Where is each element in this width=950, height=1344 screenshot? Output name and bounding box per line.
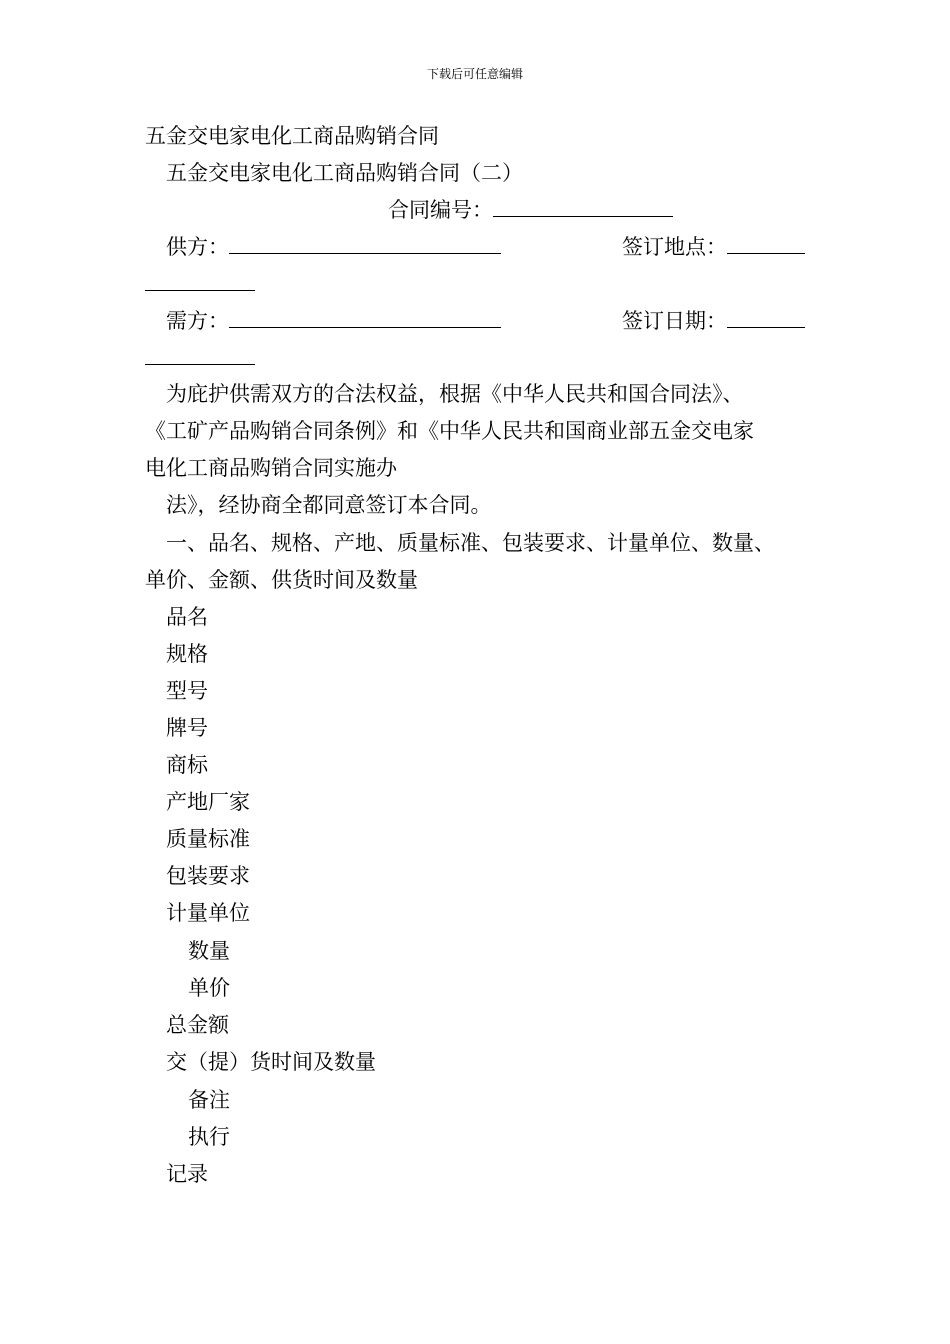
sign-place-blank-2[interactable]	[145, 270, 255, 291]
sign-place-blank-continued	[145, 270, 255, 298]
field-item: 交（提）货时间及数量	[166, 1050, 376, 1074]
field-item: 品名	[166, 605, 208, 629]
contract-number-row	[388, 196, 673, 224]
sign-date-row	[622, 307, 805, 335]
document-title: 五金交电家电化工商品购销合同	[145, 124, 439, 148]
field-item: 总金额	[166, 1013, 229, 1037]
sign-date-blank-continued	[145, 344, 255, 372]
field-item: 包装要求	[166, 864, 250, 888]
field-item: 产地厂家	[166, 790, 250, 814]
section-1-heading-line-2: 单价、金额、供货时间及数量	[145, 568, 418, 592]
field-item: 型号	[166, 679, 208, 703]
field-item: 数量	[188, 939, 230, 963]
contract-number-blank[interactable]	[493, 196, 673, 217]
field-item: 商标	[166, 753, 208, 777]
supplier-label: 供方：	[166, 235, 229, 259]
sign-date-blank-2[interactable]	[145, 344, 255, 365]
intro-line-2: 《工矿产品购销合同条例》和《中华人民共和国商业部五金交电家	[145, 419, 754, 443]
demander-row	[166, 307, 501, 335]
demander-blank[interactable]	[229, 307, 501, 328]
field-item: 计量单位	[166, 901, 250, 925]
sign-date-blank[interactable]	[727, 307, 805, 328]
supplier-row	[166, 233, 501, 261]
field-item: 规格	[166, 642, 208, 666]
field-item: 质量标准	[166, 827, 250, 851]
sign-place-label: 签订地点：	[622, 235, 727, 259]
field-item: 执行	[188, 1125, 230, 1149]
sign-date-label: 签订日期：	[622, 309, 727, 333]
field-item: 记录	[166, 1162, 208, 1186]
intro-line-3: 电化工商品购销合同实施办	[145, 456, 397, 480]
sign-place-row	[622, 233, 805, 261]
field-item: 备注	[188, 1088, 230, 1112]
field-item: 牌号	[166, 716, 208, 740]
supplier-blank[interactable]	[229, 233, 501, 254]
section-1-heading-line-1: 一、品名、规格、产地、质量标准、包装要求、计量单位、数量、	[166, 531, 775, 555]
header-note: 下载后可任意编辑	[426, 67, 523, 81]
intro-line-4: 法》，经协商全都同意签订本合同。	[166, 493, 492, 517]
contract-subtitle: 五金交电家电化工商品购销合同（二）	[166, 161, 523, 185]
contract-number-label: 合同编号：	[388, 198, 493, 222]
demander-label: 需方：	[166, 309, 229, 333]
sign-place-blank[interactable]	[727, 233, 805, 254]
intro-line-1: 为庇护供需双方的合法权益，根据《中华人民共和国合同法》、	[166, 382, 744, 406]
field-item: 单价	[188, 976, 230, 1000]
